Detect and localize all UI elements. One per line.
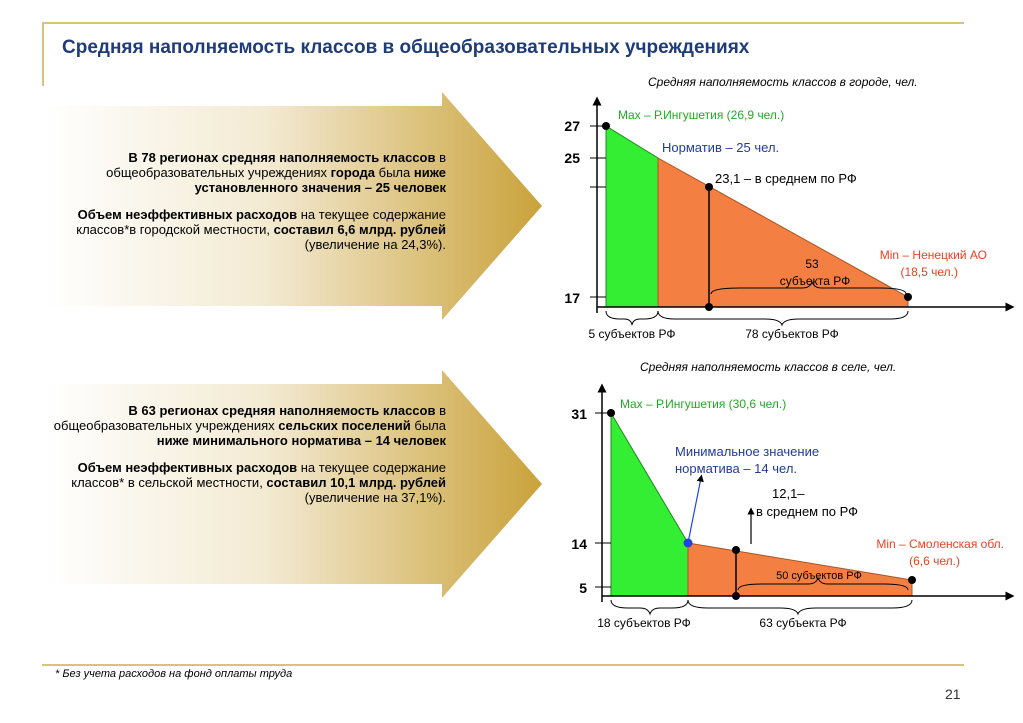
page-title: Средняя наполняемость классов в общеобразовательных учреждениях — [62, 37, 750, 58]
city-point-avg-base — [705, 303, 713, 311]
city-paragraph-1: В 78 регионах средняя наполняемость классов в общеобразовательных учреждениях города была ниже установленного значения – 25 человек — [106, 150, 446, 195]
city-point-avg — [705, 183, 713, 191]
village-green-brace — [611, 600, 688, 614]
frame-bottom-line — [42, 664, 964, 666]
city-chart — [540, 95, 1015, 350]
city-point-max — [602, 122, 610, 130]
city-orange-brace — [658, 311, 908, 325]
village-chart — [540, 380, 1015, 638]
city-avg-label: 23,1 – в среднем по РФ — [715, 171, 857, 186]
city-x-label-orange: 78 субъектов РФ — [745, 327, 839, 341]
village-norm-label-2: норматива – 14 чел. — [675, 461, 798, 476]
city-ytick-17: 17 — [564, 290, 580, 306]
village-point-max — [607, 409, 615, 417]
village-point-avg-base — [732, 592, 740, 600]
city-chart-title: Средняя наполняемость классов в городе, чел. — [648, 75, 918, 89]
village-ytick-5: 5 — [579, 580, 587, 596]
city-text-block — [52, 150, 446, 264]
village-paragraph-1: В 63 регионах средняя наполняемость классов в общеобразовательных учреждениях сельских поселений была ниже минимального норматива – 14 человек — [53, 403, 446, 448]
frame-left-line — [42, 22, 44, 86]
city-inner-label-1: 53 — [805, 257, 819, 271]
page-number: 21 — [945, 686, 961, 702]
village-max-label: Max – Р.Ингушетия (30,6 чел.) — [620, 397, 787, 411]
city-ytick-27: 27 — [564, 118, 580, 134]
village-chart-title: Средняя наполняемость классов в селе, чел. — [640, 360, 897, 374]
village-avg-label-2: в среднем по РФ — [756, 504, 859, 519]
city-inner-label-2: субъекта РФ — [779, 274, 851, 288]
village-inner-label: 50 субъектов РФ — [776, 570, 862, 582]
city-paragraph-2: Объем неэффективных расходов на текущее содержание классов*в городской местности, составил 6,6 млрд. рублей (увеличение на 24,3%). — [76, 207, 446, 252]
village-green-area — [611, 413, 688, 596]
city-green-brace — [606, 311, 658, 325]
city-x-label-green: 5 субъектов РФ — [588, 327, 676, 341]
village-avg-label-1: 12,1– — [772, 486, 805, 501]
village-point-min — [908, 576, 916, 584]
city-min-label-1: Min – Ненецкий АО — [879, 248, 987, 262]
village-min-label-2: (6,6 чел.) — [909, 554, 960, 568]
village-norm-pointer — [688, 478, 701, 543]
village-ytick-14: 14 — [571, 536, 587, 552]
city-norm-label: Норматив – 25 чел. — [662, 140, 780, 155]
village-text-block — [52, 403, 446, 517]
city-ytick-25: 25 — [564, 150, 580, 166]
village-norm-label-1: Минимальное значение — [675, 444, 820, 459]
village-orange-brace — [688, 600, 912, 614]
city-min-label-2: (18,5 чел.) — [900, 265, 958, 279]
village-min-label-1: Min – Смоленская обл. — [876, 537, 1004, 551]
city-max-label: Max – Р.Ингушетия (26,9 чел.) — [618, 108, 785, 122]
frame-top-line — [42, 22, 964, 24]
footnote: * Без учета расходов на фонд оплаты труда — [55, 668, 293, 680]
city-green-area — [606, 126, 658, 307]
village-x-label-orange: 63 субъекта РФ — [759, 616, 847, 630]
city-point-min — [904, 293, 912, 301]
village-ytick-31: 31 — [571, 406, 587, 422]
village-paragraph-2: Объем неэффективных расходов на текущее содержание классов* в сельской местности, составил 10,1 млрд. рублей (увеличение на 37,1%). — [71, 460, 446, 505]
village-x-label-green: 18 субъектов РФ — [597, 616, 691, 630]
village-point-avg — [732, 546, 740, 554]
